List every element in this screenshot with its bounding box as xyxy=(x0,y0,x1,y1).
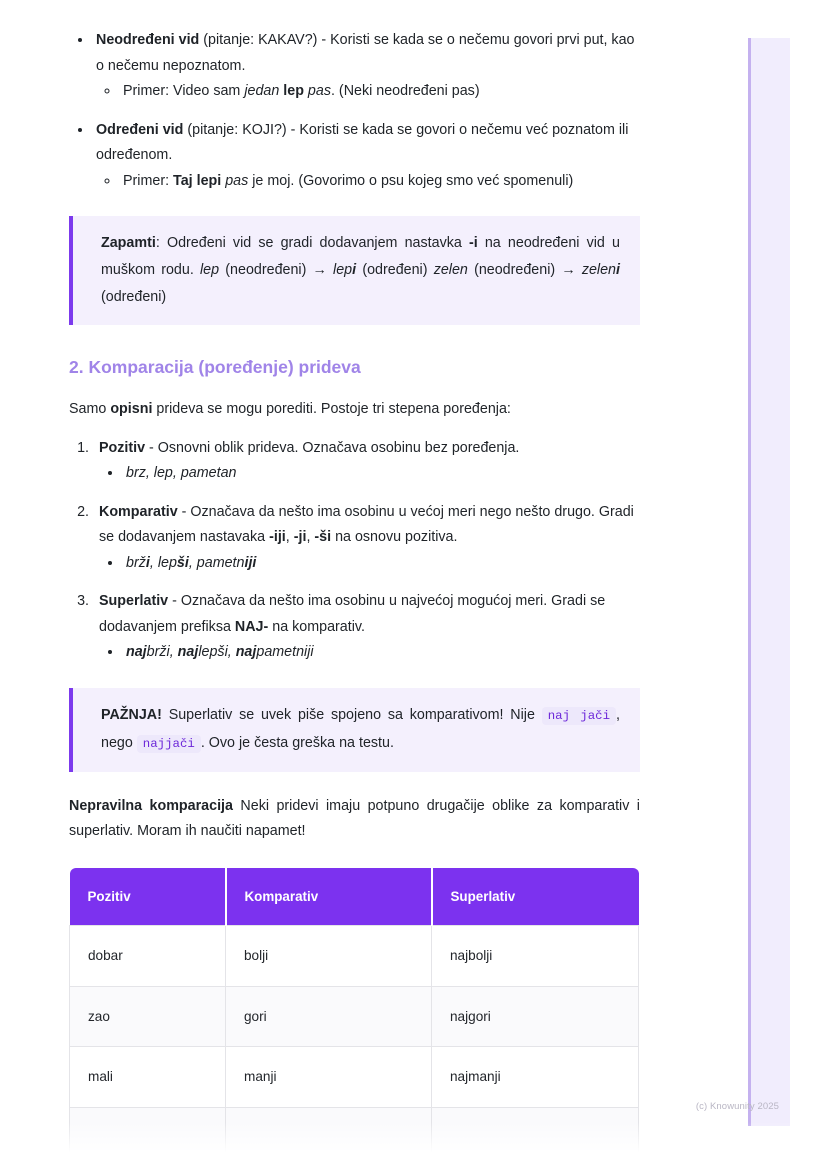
callout-zapamti-suffix: -i xyxy=(468,235,478,251)
column-header-superlativ: Superlativ xyxy=(432,868,639,926)
ex-sep-1: , xyxy=(169,644,178,660)
term-neodredjeni-vid: Neodređeni vid xyxy=(96,32,200,48)
ex-stem-3: pametniji xyxy=(256,644,314,660)
callout-paznja-text-2: , nego xyxy=(101,706,620,751)
suffix-ji: -ji xyxy=(293,529,307,545)
list-item-example xyxy=(123,551,640,577)
ex-sep-1: , xyxy=(149,554,158,571)
term-superlativ-desc-b: na komparativ. xyxy=(268,618,365,635)
example-italic: brz, lep, pametan xyxy=(126,465,237,481)
sep: , xyxy=(306,529,315,545)
watermark-credit: (c) Knowunity 2025 xyxy=(695,1101,779,1112)
table-row-partial xyxy=(70,1107,639,1168)
list-item-example xyxy=(123,640,640,666)
example-suffix: je moj. (Govorimo o psu kojeg smo već spomenuli) xyxy=(248,172,574,189)
example-suffix: . (Neki neodređeni pas) xyxy=(330,83,480,99)
ex2-stem: lep xyxy=(333,262,353,278)
ex-bold-3: naj xyxy=(235,644,257,660)
right-side-panel xyxy=(748,38,790,1126)
callout-paznja-label: PAŽNJA! xyxy=(101,706,162,723)
cell-komparativ: bolji xyxy=(226,926,432,987)
degrees-list xyxy=(69,436,640,666)
term-odredjeni-vid-desc: (pitanje: KOJI?) - Koristi se kada se govori o nečemu već poznatom ili određenom. xyxy=(96,121,629,163)
example-italic xyxy=(126,644,314,660)
list-item-neodredjeni-vid xyxy=(93,28,640,105)
callout-paznja-text-3: . Ovo je česta greška na testu. xyxy=(200,734,394,751)
list-item-example xyxy=(123,461,640,487)
example-bold: Taj lepi xyxy=(173,172,222,189)
term-pozitiv: Pozitiv xyxy=(99,439,146,456)
vid-example-list-1 xyxy=(96,79,640,105)
ex2-bold: i xyxy=(352,262,357,278)
term-neodredjeni-vid-desc: (pitanje: KAKAV?) - Koristi se kada se o nečemu govori prvi put, kao o nečemu nepoznatom. xyxy=(96,32,635,74)
vid-list xyxy=(69,28,640,194)
callout-zapamti-ex4 xyxy=(582,262,620,278)
ex-stem-1: brži xyxy=(146,644,170,660)
code-chip-najjaci: najjači xyxy=(137,735,201,753)
callout-zapamti-ex4-tail: (određeni) xyxy=(101,289,167,305)
ex4-bold: i xyxy=(616,262,620,278)
superlativ-examples xyxy=(99,640,640,666)
cell-superlativ: najbolji xyxy=(432,926,639,987)
list-item-odredjeni-vid xyxy=(93,118,640,195)
column-header-pozitiv: Pozitiv xyxy=(70,868,226,926)
komparativ-examples xyxy=(99,551,640,577)
list-item-superlativ xyxy=(93,589,640,666)
term-komparativ-desc-a: - Označava da nešto ima osobinu u većoj meri nego nešto drugo. Gradi se dodavanjem nastavaka xyxy=(99,503,634,545)
term-odredjeni-vid: Određeni vid xyxy=(96,121,184,138)
cell-komparativ: gori xyxy=(226,986,432,1047)
code-chip-naj-jaci: naj jači xyxy=(542,707,616,725)
callout-paznja xyxy=(69,688,640,772)
irregular-lead: Nepravilna komparacija xyxy=(69,797,233,814)
list-item-komparativ xyxy=(93,500,640,577)
callout-zapamti-ex2-mid: (određeni) xyxy=(356,262,434,278)
table-row xyxy=(70,986,639,1047)
example-bold: lep xyxy=(283,83,304,99)
section-intro-pre: Samo xyxy=(69,401,111,417)
prefix-naj: NAJ- xyxy=(234,618,269,635)
example-italic-1: jedan xyxy=(244,83,284,99)
cell-pozitiv: dobar xyxy=(70,926,226,987)
suffix-si: -ši xyxy=(314,529,332,545)
cell-superlativ: najgori xyxy=(432,986,639,1047)
term-komparativ-desc-b: na osnovu pozitiva. xyxy=(331,529,458,545)
term-superlativ-desc-a: - Označava da nešto ima osobinu u najvećoj mogućoj meri. Gradi se dodavanjem prefiksa xyxy=(99,593,606,635)
ex-stem-1: brž xyxy=(126,554,146,571)
pozitiv-examples xyxy=(99,461,640,487)
term-superlativ: Superlativ xyxy=(99,593,169,609)
list-item-example xyxy=(120,79,640,105)
ex-stem-3: pametn xyxy=(196,554,245,571)
sep: , xyxy=(285,529,294,545)
term-komparativ: Komparativ xyxy=(99,503,178,520)
callout-zapamti-ex3: zelen xyxy=(433,262,468,278)
section-intro xyxy=(69,397,640,423)
irregular-comparison-paragraph xyxy=(69,794,640,845)
callout-zapamti-ex1: lep xyxy=(200,262,220,278)
callout-zapamti-ex3-mid: (neodređeni) → xyxy=(467,262,582,278)
page-title: 2. Komparacija (poređenje) prideva xyxy=(69,357,361,377)
callout-zapamti-ex1-mid: (neodređeni) → xyxy=(219,262,334,278)
ex-bold-1: i xyxy=(145,554,150,571)
section-intro-post: prideva se mogu porediti. Postoje tri stepena poređenja: xyxy=(152,401,511,417)
irregular-rest: Neki pridevi imaju potpuno drugačije oblike za komparativ i superlativ. Moram ih naučiti napamet! xyxy=(69,797,640,839)
cell-pozitiv xyxy=(70,1107,226,1168)
cell-komparativ: manji xyxy=(226,1047,432,1108)
callout-zapamti xyxy=(69,216,640,325)
table-row xyxy=(70,1047,639,1108)
callout-paznja-text-1: Superlativ se uvek piše spojeno sa komparativom! Nije xyxy=(161,706,542,723)
table-row xyxy=(70,926,639,987)
example-prefix: Primer: Video sam xyxy=(123,83,245,99)
callout-zapamti-label: Zapamti xyxy=(101,235,156,251)
term-pozitiv-desc: - Osnovni oblik prideva. Označava osobinu bez poređenja. xyxy=(145,439,520,456)
ex-sep-2: , xyxy=(227,644,236,660)
ex4-stem: zelen xyxy=(581,262,617,278)
cell-pozitiv: mali xyxy=(70,1047,226,1108)
comparison-table xyxy=(69,868,639,1169)
ex-sep-2: , xyxy=(188,554,197,571)
ex-bold-2: naj xyxy=(177,644,199,660)
ex-bold-1: naj xyxy=(126,644,147,660)
callout-zapamti-text-2: na neodređeni vid u muškom rodu. xyxy=(101,235,620,278)
list-item-example xyxy=(120,169,640,195)
cell-komparativ xyxy=(226,1107,432,1168)
section-intro-bold: opisni xyxy=(110,401,153,417)
table-header-row xyxy=(70,868,639,926)
vid-example-list-2 xyxy=(96,169,640,195)
ex-bold-3: iji xyxy=(244,554,257,571)
example-italic-2: pas xyxy=(303,83,331,99)
cell-superlativ xyxy=(432,1107,639,1168)
ex-stem-2: lepši xyxy=(198,644,228,660)
suffix-iji: -iji xyxy=(269,529,286,545)
cell-superlativ: najmanji xyxy=(432,1047,639,1108)
example-italic-2: pas xyxy=(221,172,249,189)
example-italic xyxy=(126,555,256,571)
ex-bold-2: ši xyxy=(176,554,189,571)
callout-zapamti-text-1: : Određeni vid se gradi dodavanjem nastavka xyxy=(155,235,469,251)
list-item-pozitiv xyxy=(93,436,640,487)
column-header-komparativ: Komparativ xyxy=(226,868,432,926)
ex-stem-2: lep xyxy=(157,554,177,571)
example-prefix: Primer: xyxy=(123,172,174,189)
cell-pozitiv: zao xyxy=(70,986,226,1047)
callout-zapamti-ex2 xyxy=(333,262,356,278)
